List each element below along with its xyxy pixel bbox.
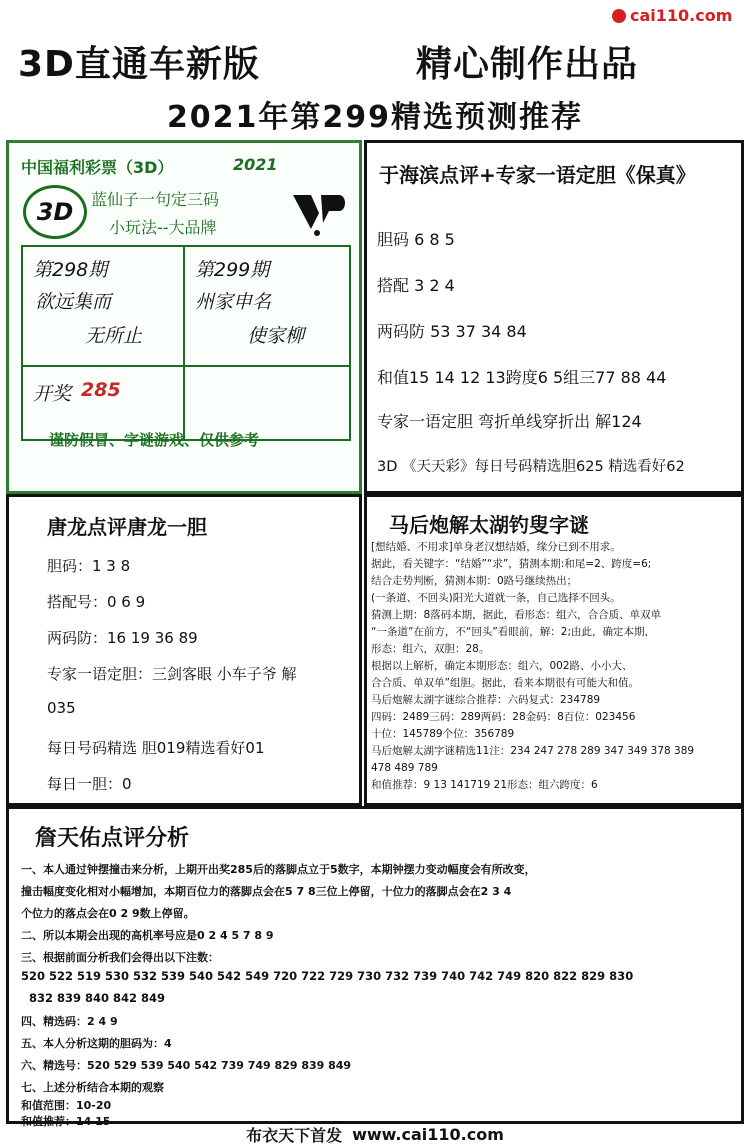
ma-line: 猜测上期：8落码本期，据此，看形态：组六，合合质、单双单 [371, 609, 662, 621]
ma-line: 478 489 789 [371, 762, 438, 774]
zhan-line: 二、所以本期会出现的高机率号应是0 2 4 5 7 8 9 [21, 929, 274, 942]
tang-long-box [6, 494, 362, 806]
zhan-line: 520 522 519 530 532 539 540 542 549 720 722 729 730 732 739 740 742 749 820 822 829 830 [21, 969, 634, 983]
page-subtitle: 2021年第299精选预测推荐 [166, 100, 584, 135]
site-url[interactable]: cai110.com [630, 6, 733, 25]
issue-prev: 第298期 [33, 259, 108, 281]
ma-line: 马后炮解太湖字谜综合推荐：六码复式：234789 [371, 694, 601, 706]
zhan-line: 四、精选码：2 4 9 [21, 1015, 118, 1028]
grid-divider-vertical [183, 247, 185, 439]
tang-line: 专家一语定胆：三剑客眼 小车子爷 解 [47, 665, 297, 683]
ma-line: 据此，看关键字：“结婚”“求”，猜测本期:和尾=2、跨度=6; [371, 558, 652, 570]
zhan-line: 832 839 840 842 849 [29, 991, 166, 1005]
yu-line: 搭配 3 2 4 [377, 276, 455, 295]
slogan-line-1: 蓝仙子一句定三码 [91, 190, 220, 209]
3d-logo [23, 185, 87, 239]
yu-line: 两码防 53 37 34 84 [377, 322, 527, 341]
issue-next: 第299期 [195, 259, 270, 281]
tang-line: 两码防：16 19 36 89 [47, 629, 198, 647]
ma-line: 四码：2489三码：289两码：28金码：8百位：023456 [371, 711, 636, 723]
grid-divider-horizontal [23, 365, 349, 367]
site-logo-icon [612, 9, 626, 23]
tang-line: 035 [47, 699, 76, 717]
zhan-line: 三、根据前面分析我们会得出以下注数： [21, 951, 219, 964]
ma-line: 形态：组六，双胆：28。 [371, 643, 490, 655]
lottery-title: 中国福利彩票（3D） [21, 158, 174, 177]
riddle-prev-line-2: 无所止 [85, 325, 143, 347]
ma-houpao-box [364, 494, 744, 806]
yu-line: 和值15 14 12 13跨度6 5组三77 88 44 [377, 368, 667, 387]
header-right-title: 精心制作出品 [416, 44, 639, 85]
ma-line: [想结婚、不用求]单身老汉想结婚，缘分已到不用求。 [371, 541, 621, 553]
tang-line: 搭配号：0 6 9 [47, 593, 146, 611]
zhan-line: 撞击幅度变化相对小幅增加，本期百位力的落脚点会在5 7 8三位上停留，十位力的落脚点会在2 3 4 [21, 885, 512, 898]
footer [0, 1124, 750, 1144]
riddle-next-line-2: 使家柳 [247, 325, 305, 347]
ma-line: 和值推荐：9 13 141719 21形态：组六跨度：6 [371, 779, 598, 791]
header-left-title: 3D直通车新版 [18, 44, 260, 85]
tang-line: 胆码：1 3 8 [47, 557, 131, 575]
zhan-line: 七、上述分析结合本期的观察 [21, 1081, 164, 1094]
ma-line: 根据以上解析，确定本期形态：组六，002路、小小大、 [371, 660, 633, 672]
zhan-line: 个位力的落点会在0 2 9数上停留。 [21, 907, 195, 920]
yu-box-title: 于海滨点评+专家一语定胆《保真》 [379, 163, 696, 187]
ma-line: 合合质、单双单”组胆。据此，看来本期很有可能大和值。 [371, 677, 639, 689]
ma-line: “一条道”在前方，不“回头”看眼前，解：2;由此，确定本期， [371, 626, 655, 638]
yu-line: 胆码 6 8 5 [377, 230, 455, 249]
tang-line: 每日一胆：0 [47, 775, 132, 793]
zhan-line: 和值推荐：14 15 [21, 1115, 111, 1128]
yu-haibin-box [364, 140, 744, 494]
zhan-line: 一、本人通过钟摆撞击来分析，上期开出奖285后的落脚点立于5数字，本期钟摆力变动幅度会有所改变， [21, 863, 536, 876]
slogan-line-2: 小玩法--大品牌 [109, 218, 217, 237]
ma-box-title: 马后炮解太湖钓叟字谜 [389, 513, 589, 537]
riddle-grid [21, 245, 351, 441]
yu-line: 专家一语定胆 弯折单线穿折出 解124 [377, 412, 642, 431]
disclaimer: 谨防假冒、字谜游戏、仅供参考 [49, 431, 260, 449]
zhan-line: 五、本人分析这期的胆码为：4 [21, 1037, 172, 1050]
draw-label: 开奖 [33, 383, 72, 405]
tang-line: 每日号码精选 胆019精选看好01 [47, 739, 265, 757]
zhan-line: 六、精选号：520 529 539 540 542 739 749 829 839 849 [21, 1059, 352, 1072]
welfare-lottery-icon [289, 189, 349, 239]
site-badge[interactable] [612, 6, 732, 25]
tang-box-title: 唐龙点评唐龙一胆 [47, 515, 207, 539]
footer-url[interactable]: www.cai110.com [352, 1124, 504, 1144]
3d-logo-text: 3D [36, 198, 74, 226]
riddle-prev-line-1: 欲远集而 [35, 291, 112, 313]
ma-line: (一条道、不回头)阳光大道就一条，自己选择不回头。 [371, 592, 621, 604]
zhan-box-title: 詹天佑点评分析 [35, 826, 190, 851]
zhan-line: 和值范围：10-20 [21, 1099, 112, 1112]
ma-line: 马后炮解太湖字谜精选11注：234 247 278 289 347 349 378 389 [371, 745, 695, 757]
lottery-ticket-box [6, 140, 362, 494]
draw-value: 285 [81, 379, 121, 401]
yu-line: 3D 《天天彩》每日号码精选胆625 精选看好62 [377, 459, 685, 475]
lottery-year: 2021 [233, 155, 278, 174]
riddle-next-line-1: 州家申名 [195, 291, 272, 313]
ma-line: 结合走势判断，猜测本期：0路号继续热出； [371, 575, 578, 587]
ma-line: 十位：145789个位：356789 [371, 728, 515, 740]
zhan-tianyou-box [6, 806, 744, 1128]
footer-left: 布衣天下首发 [246, 1125, 343, 1144]
